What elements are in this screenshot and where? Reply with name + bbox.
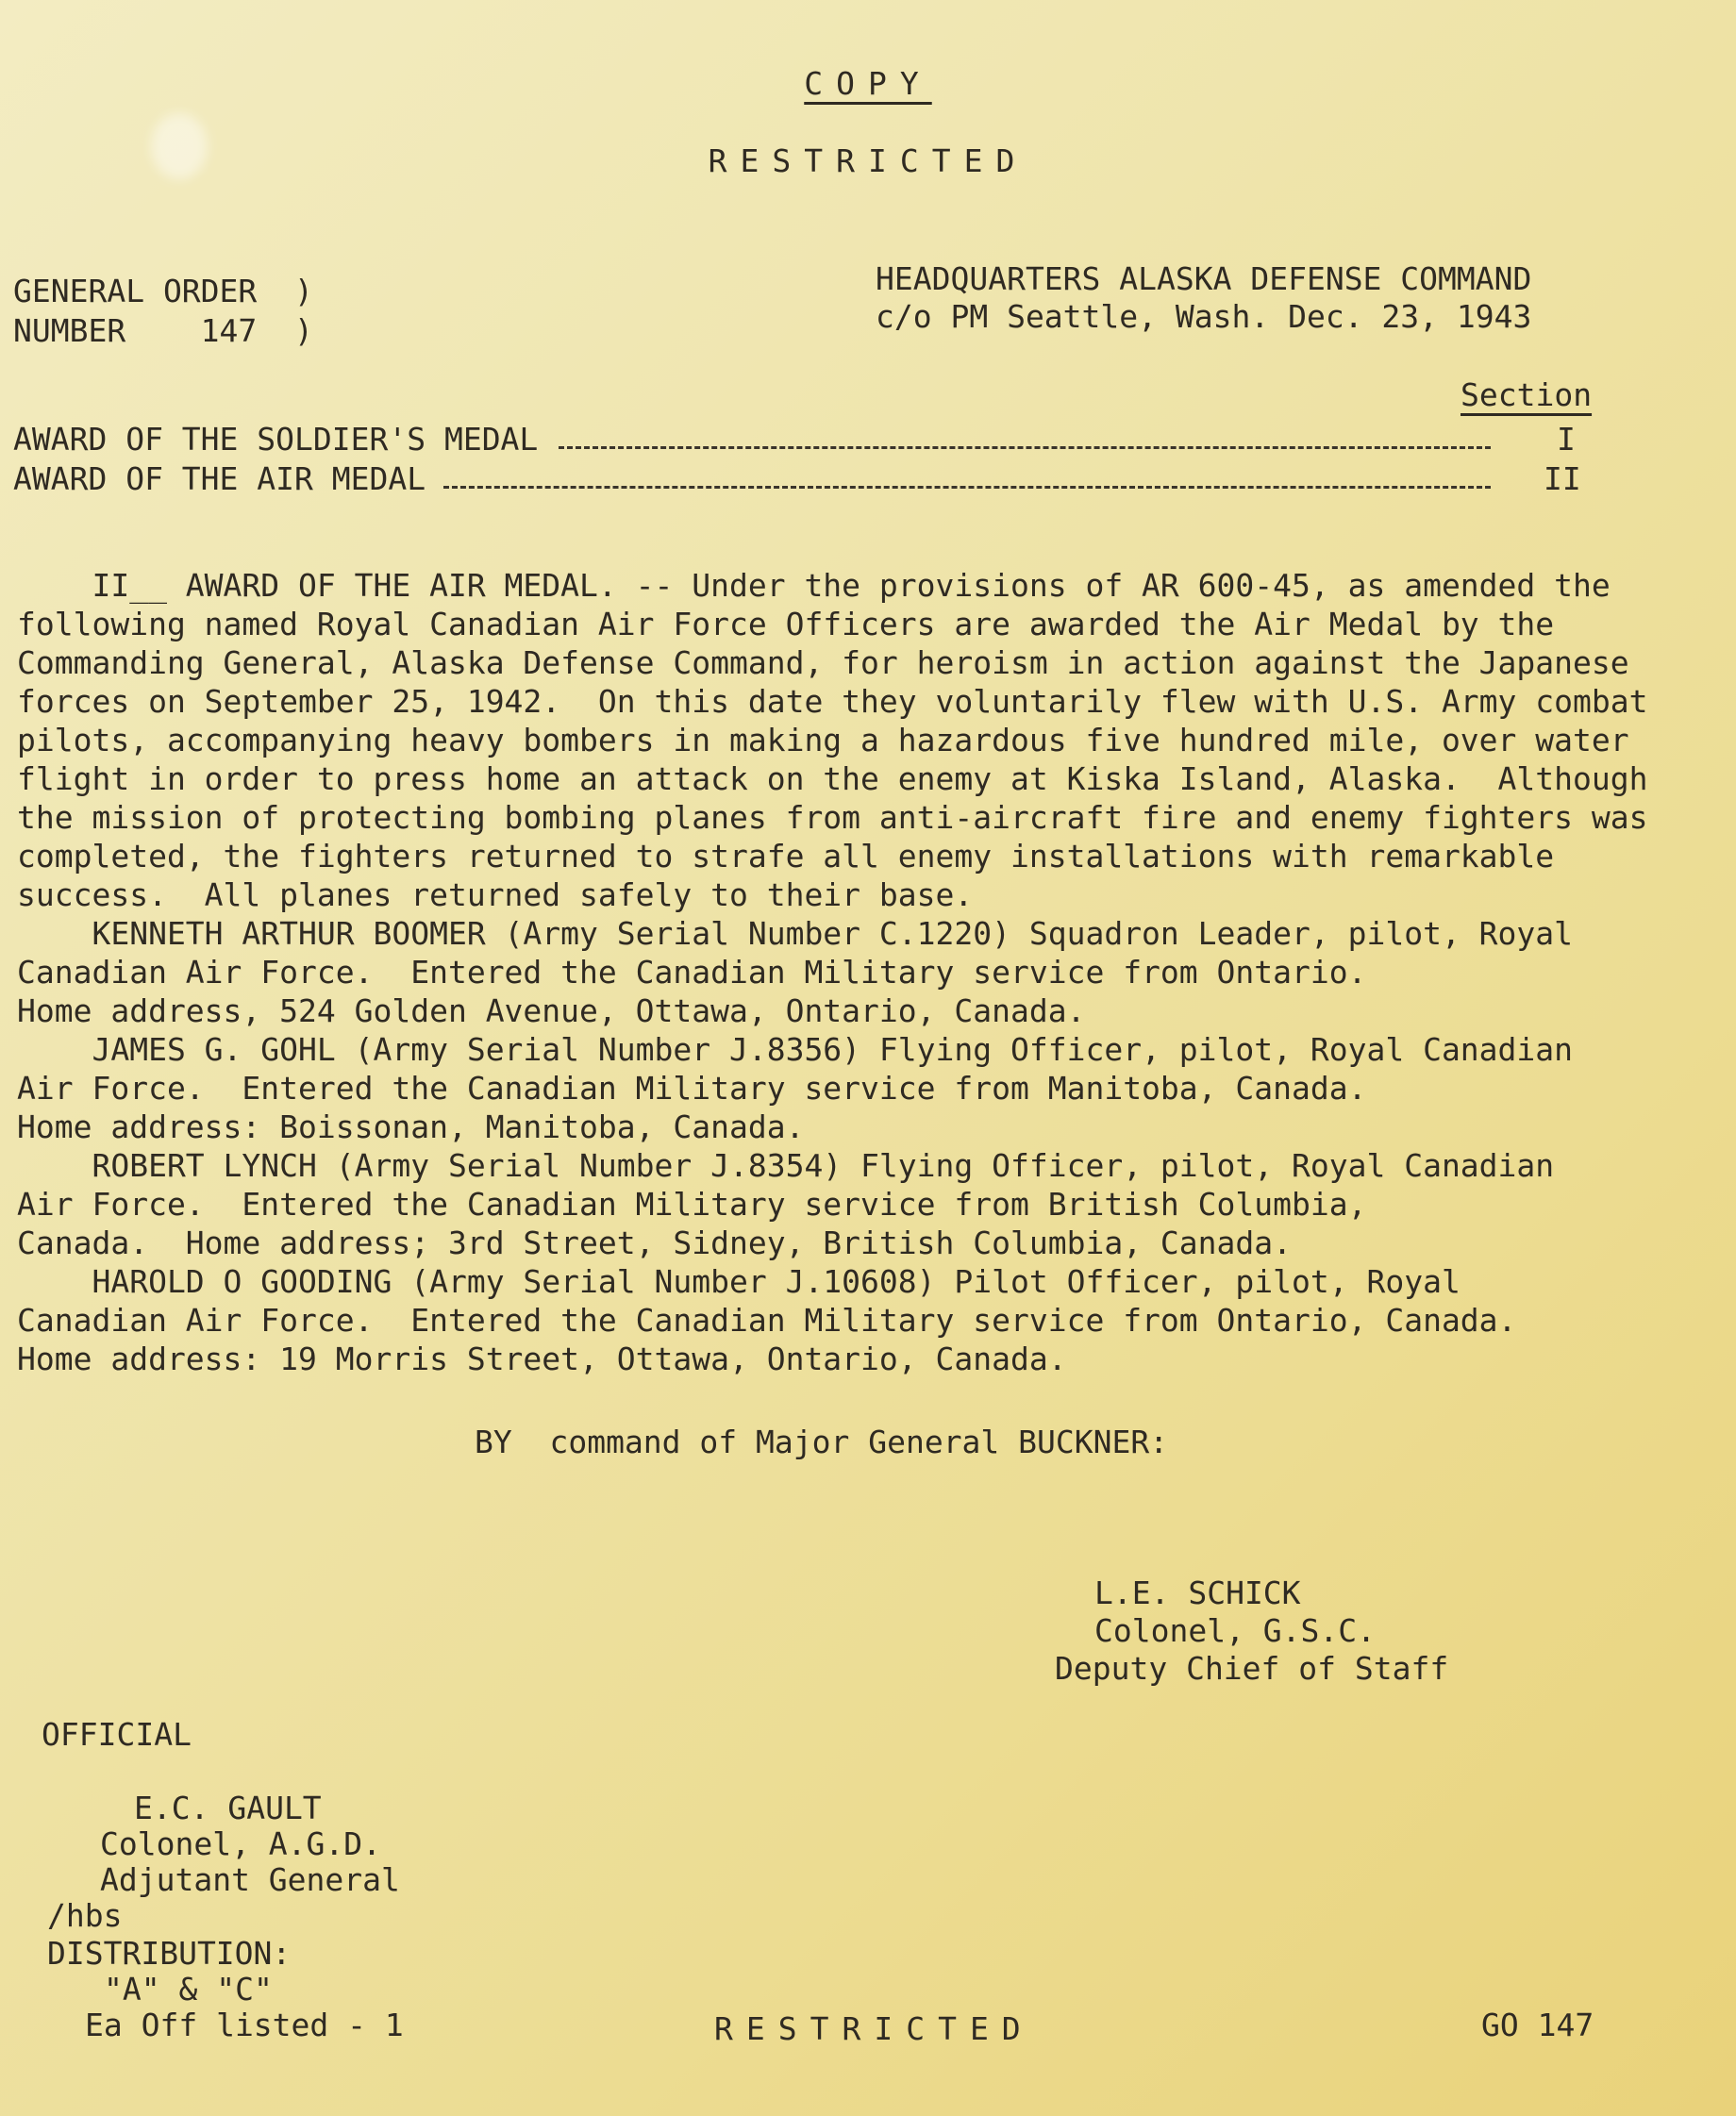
command-line: BY command of Major General BUCKNER: [475, 1424, 1169, 1460]
signatory-title: Deputy Chief of Staff [1055, 1650, 1449, 1687]
contents-item-soldiers-medal: AWARD OF THE SOLDIER'S MEDAL [13, 421, 539, 458]
section-header: Section [1461, 376, 1593, 413]
copy-heading: COPY [804, 65, 932, 102]
body-line: Home address: Boissonan, Manitoba, Canada. [17, 1108, 805, 1145]
distribution-line: Ea Off listed - 1 [85, 2007, 404, 2043]
official-name: E.C. GAULT [134, 1790, 322, 1826]
body-text [17, 566, 1648, 1378]
body-line: Canadian Air Force. Entered the Canadian Military service from Ontario, Canada. [17, 1302, 1517, 1339]
distribution-label: DISTRIBUTION: [47, 1935, 292, 1972]
order-reference: GO 147 [1481, 2007, 1594, 2043]
headquarters-line: HEADQUARTERS ALASKA DEFENSE COMMAND [876, 260, 1532, 297]
official-label: OFFICIAL [42, 1716, 192, 1753]
body-line: Commanding General, Alaska Defense Command, for heroism in action against the Japanese [17, 644, 1629, 681]
body-line: II__ AWARD OF THE AIR MEDAL. -- Under the provisions of AR 600-45, as amended the [17, 567, 1611, 604]
body-line: KENNETH ARTHUR BOOMER (Army Serial Number C.1220) Squadron Leader, pilot, Royal [17, 915, 1574, 952]
official-title: Adjutant General [100, 1861, 400, 1898]
body-line: Home address, 524 Golden Avenue, Ottawa, Ontario, Canada. [17, 992, 1086, 1029]
distribution-line: "A" & "C" [104, 1971, 273, 2008]
body-line: following named Royal Canadian Air Force Officers are awarded the Air Medal by the [17, 606, 1555, 642]
body-line: Air Force. Entered the Canadian Military service from British Columbia, [17, 1186, 1367, 1223]
body-line: forces on September 25, 1942. On this date they voluntarily flew with U.S. Army combat [17, 683, 1648, 720]
body-line: completed, the fighters returned to strafe all enemy installations with remarkable [17, 838, 1555, 875]
body-line: the mission of protecting bombing planes from anti-aircraft fire and enemy fighters was [17, 799, 1648, 836]
contents-section-I: I [1557, 421, 1576, 458]
typist-initials: /hbs [47, 1897, 123, 1934]
body-line: Canadian Air Force. Entered the Canadian Military service from Ontario. [17, 954, 1367, 991]
general-order-number: NUMBER 147 ) [13, 312, 313, 349]
body-line: success. All planes returned safely to their base. [17, 876, 974, 913]
body-line: Canada. Home address; 3rd Street, Sidney, British Columbia, Canada. [17, 1225, 1293, 1261]
body-line: Air Force. Entered the Canadian Military service from Manitoba, Canada. [17, 1070, 1367, 1107]
restricted-footer: RESTRICTED [714, 2010, 1034, 2047]
signatory-rank: Colonel, G.S.C. [1094, 1612, 1377, 1649]
signatory-name: L.E. SCHICK [1094, 1575, 1301, 1611]
leader-dashes [559, 446, 1491, 449]
location-date-line: c/o PM Seattle, Wash. Dec. 23, 1943 [876, 298, 1532, 335]
body-line: HAROLD O GOODING (Army Serial Number J.10608) Pilot Officer, pilot, Royal [17, 1263, 1461, 1300]
body-line: ROBERT LYNCH (Army Serial Number J.8354) Flying Officer, pilot, Royal Canadian [17, 1147, 1555, 1184]
restricted-top: RESTRICTED [708, 142, 1028, 179]
leader-dashes [443, 486, 1491, 489]
body-line: JAMES G. GOHL (Army Serial Number J.8356) Flying Officer, pilot, Royal Canadian [17, 1031, 1574, 1068]
official-rank: Colonel, A.G.D. [100, 1825, 382, 1862]
contents-section-II: II [1544, 460, 1581, 497]
body-line: pilots, accompanying heavy bombers in making a hazardous five hundred mile, over water [17, 722, 1629, 758]
body-line: flight in order to press home an attack on the enemy at Kiska Island, Alaska. Although [17, 760, 1648, 797]
general-order-label: GENERAL ORDER ) [13, 273, 313, 309]
contents-item-air-medal: AWARD OF THE AIR MEDAL [13, 460, 426, 497]
body-line: Home address: 19 Morris Street, Ottawa, Ontario, Canada. [17, 1341, 1067, 1377]
